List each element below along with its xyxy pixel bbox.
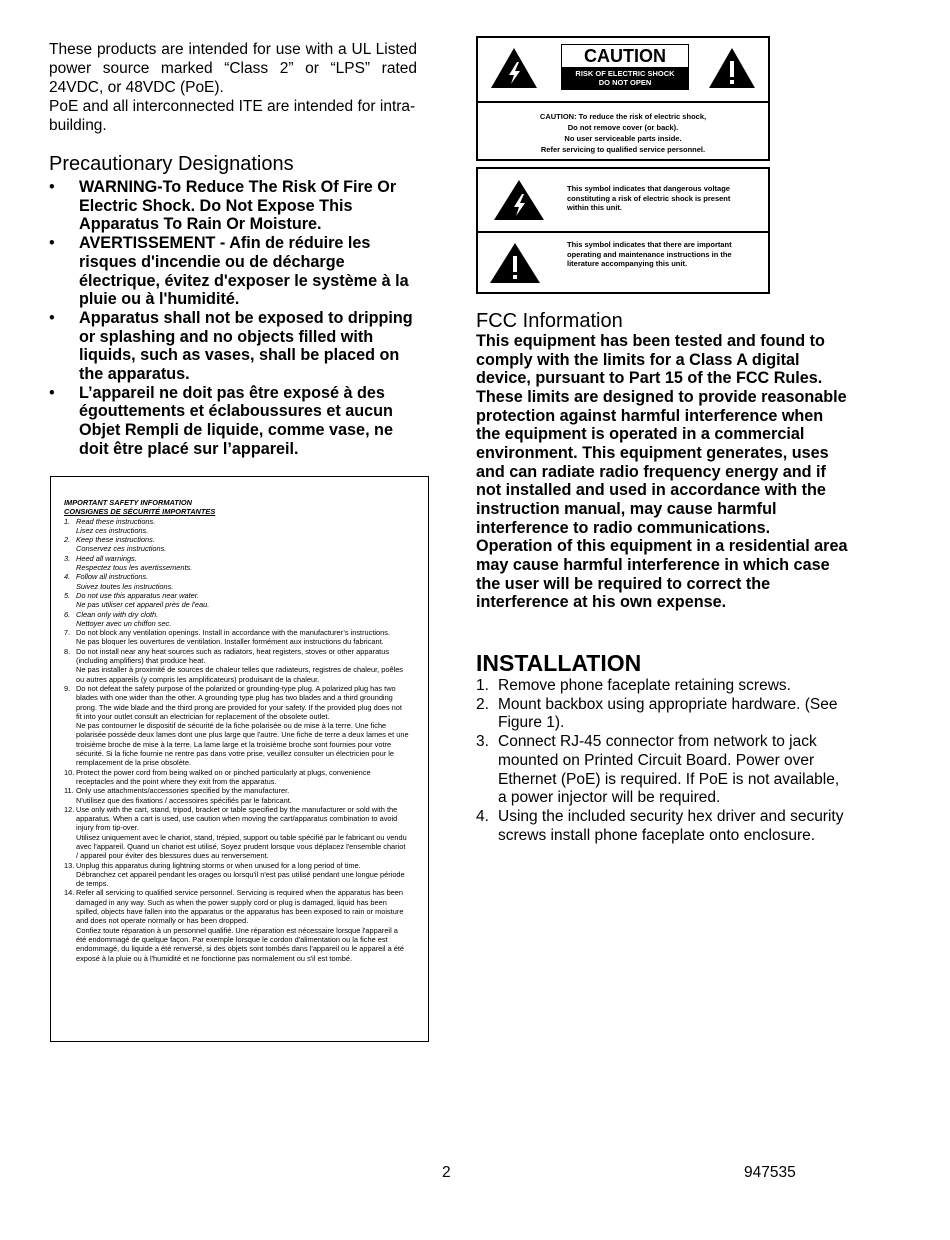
safety-item-french: Conservez ces instructions.	[76, 544, 167, 554]
intro-text	[49, 40, 417, 135]
exclamation-symbol-text: This symbol indicates that there are important operating and maintenance instructions in the literature accompanying this unit.	[567, 240, 732, 269]
lightning-symbol-row	[478, 169, 768, 231]
safety-item	[64, 554, 409, 563]
safety-item-english: Unplug this apparatus during lightning storms or when unused for a long period of time.	[76, 860, 361, 870]
installation-step: 2. Mount backbox using appropriate hardware. (See Figure 1).	[476, 695, 838, 732]
safety-item-number: 13.	[64, 860, 75, 870]
safety-item	[64, 805, 409, 833]
safety-item-english: Only use attachments/accessories specified by the manufacturer.	[76, 786, 290, 796]
installation-step: 1. Remove phone faceplate retaining screws.	[476, 677, 791, 694]
intro-poe: PoE and all interconnected ITE are intended for intra-building.	[49, 98, 416, 134]
safety-item	[64, 888, 409, 925]
safety-item-english: Do not install near any heat sources such as radiators, heat registers, stoves or other apparatus (including amplifiers) that produce heat.	[76, 646, 390, 666]
safety-item-english: Do not block any ventilation openings. Install in accordance with the manufacturer’s instructions.	[76, 628, 391, 638]
safety-item-number: 9.	[64, 683, 71, 693]
precaution-item: • L’appareil ne doit pas être exposé à des égouttements et éclaboussures et aucun Objet Rempli de liquide, comme vase, ne doit être placé sur l’appareil.	[49, 383, 393, 458]
safety-item	[64, 647, 409, 666]
caution-text: CAUTION: To reduce the risk of electric shock, Do not remove cover (or back). No user serviceable parts inside. Refer servicing to qualified service personnel.	[539, 112, 707, 154]
safety-item-french: Ne pas bloquer les ouvertures de ventilation. Installer formément aux instructions du fabricant.	[76, 637, 384, 647]
safety-item-french: Suivez toutes les instructions.	[76, 581, 174, 591]
safety-item-french: Utilisez uniquement avec le chariot, stand, trépied, support ou table spécifié par le fabricant ou vendu avec l'appareil. Quand un chariot est utilisé, Soyez prudent lorsque vous déplacez l'ensemble chariot / appareil pour éviter des blessures dues au renversement.	[76, 832, 407, 861]
safety-item-number: 4.	[64, 572, 71, 582]
page-number: 2	[442, 1164, 451, 1181]
safety-item	[64, 684, 409, 721]
installation-heading: INSTALLATION	[476, 650, 642, 676]
safety-item-number: 14.	[64, 888, 75, 898]
safety-item-english: Clean only with dry cloth.	[76, 609, 159, 619]
safety-item-english: Follow all instructions.	[76, 572, 149, 582]
intro-power-source: These products are intended for use with a UL Listed power source marked “Class 2” or “LPS” rated 24VDC, or 48VDC (PoE).	[49, 41, 417, 96]
safety-item	[64, 628, 409, 637]
safety-title: IMPORTANT SAFETY INFORMATION	[64, 498, 192, 507]
safety-item-french: Lisez ces instructions.	[76, 525, 149, 535]
installation-steps	[476, 677, 848, 845]
safety-information-box	[50, 476, 429, 1042]
safety-item-french: Ne pas contourner le dispositif de sécurité de la fiche polarisée ou de mise à la terre. Une fiche polarisée possède deux lames dont une plus large que l'autre. Une fiche de terre a deux lames et une troisième broche de mise à la terre. La lame large et la troisième broche sont fournies pour votre sécurité. Si la fiche fournie ne rentre pas dans votre prise, veuillez consulter un électricien pour le remplacement de la prise obsolète.	[76, 721, 409, 768]
exclamation-warning-icon	[489, 242, 541, 284]
safety-item-english: Use only with the cart, stand, tripod, bracket or table specified by the manufacturer or sold with the apparatus. When a cart is used, use caution when moving the cart/apparatus combination to avoid injury from tip-over.	[76, 804, 398, 833]
safety-item-french: Débranchez cet appareil pendant les orages ou lorsqu'il n'est pas utilisé pendant une longue période de temps.	[76, 869, 405, 889]
safety-item-number: 11.	[64, 786, 74, 796]
safety-item	[64, 517, 409, 526]
bullet-icon: •	[49, 178, 55, 196]
caution-word: CAUTION	[584, 46, 666, 66]
safety-item-number: 12.	[64, 804, 75, 814]
fcc-heading: FCC Information	[476, 310, 623, 332]
safety-item-french: N'utilisez que des fixations / accessoires spécifiés par le fabricant.	[76, 795, 292, 805]
precaution-item: • Apparatus shall not be exposed to dripping or splashing and no objects filled with liquids, such as vases, shall be placed on the apparatus.	[49, 308, 413, 384]
precautionary-list	[49, 178, 421, 459]
safety-item-french: Ne pas utiliser cet appareil près de l'eau.	[76, 600, 210, 610]
safety-item-number: 3.	[64, 553, 71, 563]
lightning-warning-icon	[490, 47, 538, 89]
safety-item-number: 5.	[64, 590, 71, 600]
safety-item-english: Protect the power cord from being walked on or pinched particularly at plugs, convenience receptacles and the point where they exit from the apparatus.	[76, 767, 371, 786]
caution-strip: RISK OF ELECTRIC SHOCK DO NOT OPEN	[562, 67, 688, 89]
safety-item-number: 7.	[64, 628, 71, 638]
precaution-item: • WARNING-To Reduce The Risk Of Fire Or Electric Shock. Do Not Expose This Apparatus To Rain Or Moisture.	[49, 178, 397, 234]
safety-item-french: Confiez toute réparation à un personnel qualifié. Une réparation est nécessaire lorsque l'appareil a été endommagé de quelque façon. Par exemple lorsque le cordon d'alimentation ou la fiche est endommagé, du liquide a été renversé, si des objets sont tombés dans l'appareil ou le appareil a été exposé à la pluie ou à l'humidité et ne fonctionne pas normalement ou s'il est tombé.	[76, 925, 405, 963]
safety-item	[64, 861, 409, 870]
symbols-panel	[476, 167, 770, 294]
safety-item-number: 10.	[64, 767, 75, 777]
precaution-item: • AVERTISSEMENT - Afin de réduire les risques d'incendie ou de décharge électrique, évitez d'exposer le système à la pluie ou à l'humidité.	[49, 234, 409, 309]
safety-item-english: Read these instructions.	[76, 516, 156, 526]
safety-item	[64, 610, 409, 619]
bullet-icon: •	[49, 234, 55, 253]
safety-item-english: Do not defeat the safety purpose of the polarized or grounding-type plug. A polarized plug has two blades with one wider than the other. A grounding type plug has two blades and a third grounding prong. The wide blade and the third prong are provided for your safety. If the provided plug does not fit into your outlet consult an electrician for replacement of the obsolete outlet.	[76, 683, 402, 721]
safety-item-english: Refer all servicing to qualified service personnel. Servicing is required when the apparatus has been damaged in any way. Such as when the power supply cord or plug is damaged, liquid has been spilled, objects have fallen into the apparatus or the apparatus has been exposed to rain or moisture and does not operate normally or has been dropped.	[76, 888, 404, 926]
fcc-body: This equipment has been tested and found to comply with the limits for a Class A digital device, pursuant to Part 15 of the FCC Rules. These limits are designed to provide reasonable protection against harmful interference when the equipment is operated in a commercial environment. This equipment generates, uses and can radiate radio frequency energy and if not installed and used in accordance with the instruction manual, may cause harmful interference to radio communications. Operation of this equipment in a residential area may cause harmful interference in which case the user will be required to correct the interference at his own expense.	[476, 332, 848, 612]
safety-item	[64, 591, 409, 600]
safety-item-french: Nettoyer avec un chiffon sec.	[76, 618, 172, 628]
precautionary-heading: Precautionary Designations	[49, 153, 294, 175]
exclamation-warning-icon	[708, 47, 756, 89]
caution-panel	[476, 36, 770, 161]
bullet-icon: •	[49, 383, 55, 402]
safety-item	[64, 535, 409, 544]
installation-step: 3. Connect RJ-45 connector from network to jack mounted on Printed Circuit Board. Power over Ethernet (PoE) is required. If PoE is not available, a power injector will be required.	[476, 733, 840, 807]
lightning-warning-icon	[493, 179, 545, 221]
safety-item-number: 6.	[64, 609, 71, 619]
safety-item	[64, 786, 409, 795]
safety-item-number: 1.	[64, 516, 71, 526]
safety-subtitle: CONSIGNES DE SÉCURITÉ IMPORTANTES	[64, 507, 216, 517]
installation-step: 4. Using the included security hex driver and security screws install phone faceplate onto enclosure.	[476, 807, 844, 844]
safety-item	[64, 572, 409, 581]
bullet-icon: •	[49, 308, 55, 327]
caution-label	[561, 44, 689, 90]
safety-item-french: Ne pas installer à proximité de sources de chaleur telles que radiateurs, registres de chaleur, poêles ou autres appareils (y compris les amplificateurs) produisant de la chaleur.	[76, 665, 404, 684]
safety-content	[64, 498, 409, 963]
safety-item-english: Do not use this apparatus near water.	[76, 590, 199, 600]
safety-item-number: 2.	[64, 535, 71, 545]
safety-item-english: Heed all warnings.	[76, 553, 137, 563]
safety-item	[64, 768, 409, 787]
exclamation-symbol-row	[478, 231, 768, 295]
safety-item-number: 8.	[64, 646, 71, 656]
safety-item-english: Keep these instructions.	[76, 535, 155, 545]
caution-header	[478, 38, 768, 103]
lightning-symbol-text: This symbol indicates that dangerous voltage constituting a risk of electric shock is present within this unit.	[567, 184, 731, 213]
document-number: 947535	[744, 1164, 796, 1181]
safety-item-french: Respectez tous les avertissements.	[76, 563, 193, 573]
safety-items	[64, 517, 409, 963]
